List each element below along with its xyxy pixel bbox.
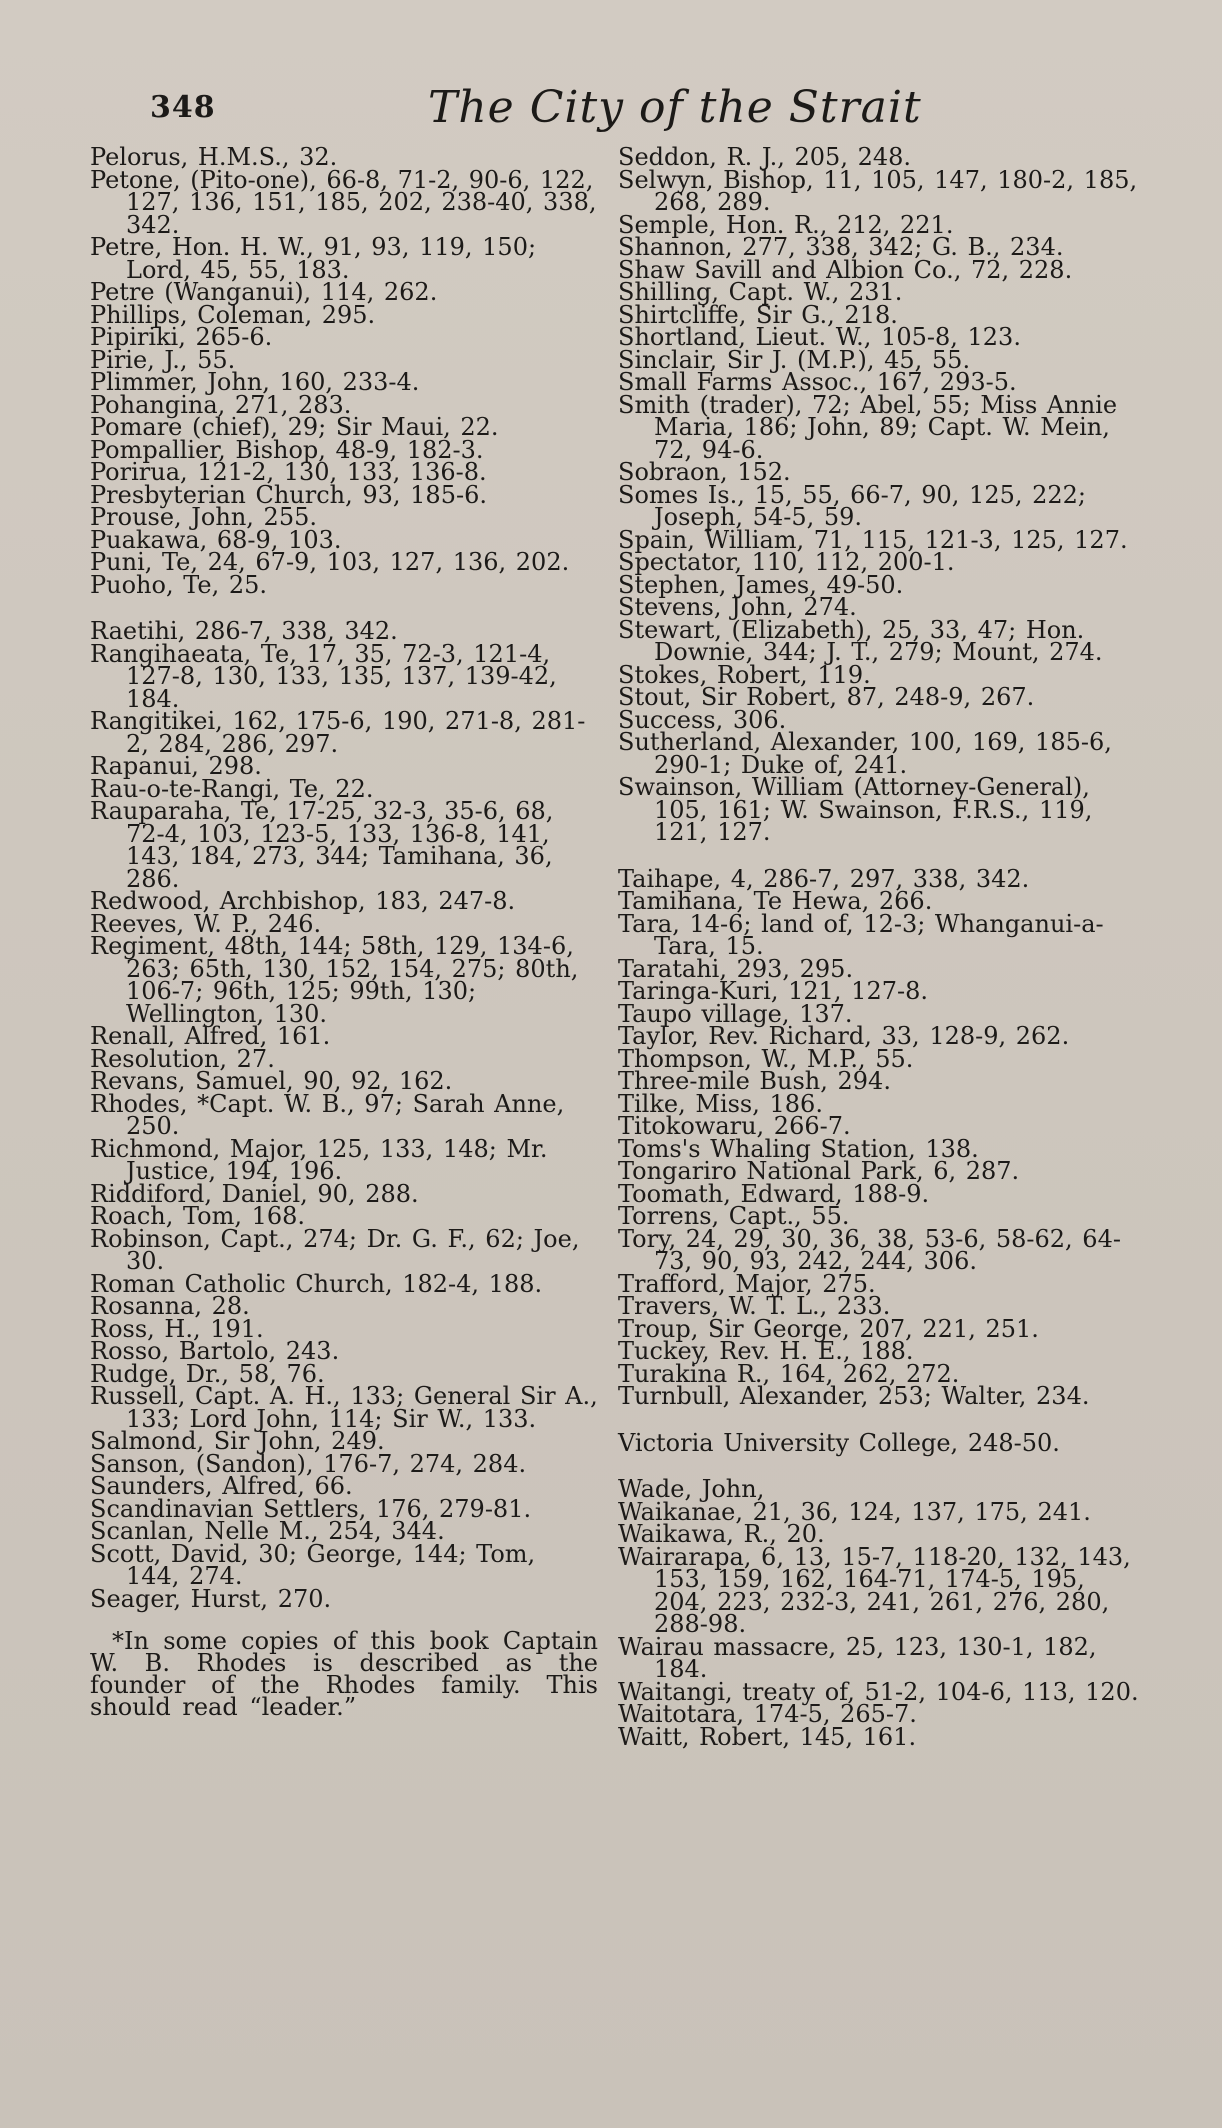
index-entry: Pipiriki, 265-6.	[90, 323, 273, 351]
index-entry: Raetihi, 286-7, 338, 342.	[90, 617, 398, 645]
index-entry: Rosanna, 28.	[90, 1292, 250, 1320]
index-entry: Tongariro National Park, 6, 287.	[618, 1157, 1020, 1185]
index-entry: Rudge, Dr., 58, 76.	[90, 1359, 325, 1388]
index-entry: Taratahi, 293, 295.	[618, 954, 854, 983]
index-entry: Pelorus, H.M.S., 32.	[90, 143, 338, 171]
index-entry: Waitangi, treaty of, 51-2, 104-6, 113, 120.	[618, 1677, 1139, 1706]
index-entry: Victoria University College, 248-50.	[618, 1428, 1060, 1457]
index-entry: Stout, Sir Robert, 87, 248-9, 267.	[618, 683, 1035, 711]
index-entry: Wade, John,	[618, 1475, 765, 1503]
index-entry: Three-mile Bush, 294.	[618, 1067, 891, 1095]
index-entry: Rapanui, 298.	[90, 752, 262, 780]
index-entry: Resolution, 27.	[90, 1044, 275, 1073]
index-entry: Rosso, Bartolo, 243.	[90, 1337, 340, 1365]
index-entry: Tara, 14-6; land of, 12-3; Whanganui-a-Tara, 15.	[618, 909, 1104, 960]
index-entry: Shaw Savill and Albion Co., 72, 228.	[618, 255, 1073, 284]
index-entry: Russell, Capt. A. H., 133; General Sir A., 133; Lord John, 114; Sir W., 133.	[90, 1382, 598, 1433]
index-entry: Pomare (chief), 29; Sir Maui, 22.	[90, 413, 499, 441]
index-entry: Waikawa, R., 20.	[618, 1520, 825, 1548]
index-entry: Porirua, 121-2, 130, 133, 136-8.	[90, 458, 487, 486]
index-entry: Seddon, R. J., 205, 248.	[618, 143, 912, 171]
index-entry: Spectator, 110, 112, 200-1.	[618, 548, 955, 576]
index-entry: Richmond, Major, 125, 133, 148; Mr. Justice, 194, 196.	[90, 1134, 548, 1185]
index-entry: Wairau massacre, 25, 123, 130-1, 182, 184.	[618, 1632, 1097, 1683]
index-group-s	[618, 143, 1146, 846]
index-entry: Rhodes, *Capt. W. B., 97; Sarah Anne, 250.	[90, 1089, 565, 1140]
index-entry: Tory, 24, 29, 30, 36, 38, 53-6, 58-62, 64-73, 90, 93, 242, 244, 306.	[618, 1224, 1121, 1275]
index-entry: Tilke, Miss, 186.	[618, 1089, 823, 1118]
index-entry: Selwyn, Bishop, 11, 105, 147, 180-2, 185, 268, 289.	[618, 165, 1138, 216]
index-entry: Pirie, J., 55.	[90, 345, 236, 374]
index-entry: Waitt, Robert, 145, 161.	[618, 1722, 917, 1751]
index-entry: Stokes, Robert, 119.	[618, 660, 871, 689]
index-entry: Petre, Hon. H. W., 91, 93, 119, 150; Lord, 45, 55, 183.	[90, 233, 537, 284]
footnote: *In some copies of this book Captain W. B. Rhodes is described as the founder of the Rhodes family. This should read “leader.”	[90, 1627, 598, 1721]
index-entry: Stewart, (Elizabeth), 25, 33, 47; Hon. Downie, 344; J. T., 279; Mount, 274.	[618, 615, 1103, 666]
index-entry: Trafford, Major, 275.	[618, 1269, 876, 1298]
index-entry: Roman Catholic Church, 182-4, 188.	[90, 1269, 543, 1298]
index-entry: Plimmer, John, 160, 233-4.	[90, 368, 420, 396]
index-entry: Saunders, Alfred, 66.	[90, 1472, 353, 1500]
index-entry: Taihape, 4, 286-7, 297, 338, 342.	[618, 864, 1030, 893]
index-group-p	[90, 143, 598, 599]
index-entry: Turakina R., 164, 262, 272.	[618, 1359, 960, 1388]
index-entry: Tamihana, Te Hewa, 266.	[618, 887, 933, 915]
index-group-w	[618, 1475, 1146, 1751]
index-entry: Roach, Tom, 168.	[90, 1202, 306, 1230]
index-entry: Semple, Hon. R., 212, 221.	[618, 210, 954, 239]
index-entry: Pohangina, 271, 283.	[90, 390, 352, 419]
index-entry: Salmond, Sir John, 249.	[90, 1427, 385, 1455]
index-entry: Rangitikei, 162, 175-6, 190, 271-8, 281-2, 284, 286, 297.	[90, 707, 586, 758]
index-entry: Puakawa, 68-9, 103.	[90, 525, 342, 554]
page-number: 348	[150, 90, 216, 125]
index-group-v	[618, 1428, 1146, 1457]
index-group-r-s	[90, 617, 598, 1613]
index-entry: Taylor, Rev. Richard, 33, 128-9, 262.	[618, 1022, 1070, 1050]
running-title: The City of the Strait	[428, 82, 922, 133]
index-group-t	[618, 864, 1146, 1410]
index-entry: Thompson, W., M.P., 55.	[618, 1044, 914, 1073]
index-entry: Sanson, (Sandon), 176-7, 274, 284.	[90, 1449, 527, 1478]
index-entry: Robinson, Capt., 274; Dr. G. F., 62; Joe, 30.	[90, 1224, 580, 1275]
index-entry: Regiment, 48th, 144; 58th, 129, 134-6, 263; 65th, 130, 152, 154, 275; 80th, 106-7; 96th, 125; 99th, 130; Wellington, 130.	[90, 932, 579, 1028]
index-entry: Reeves, W. P., 246.	[90, 909, 322, 938]
index-entry: Tuckey, Rev. H. E., 188.	[618, 1337, 914, 1365]
index-entry: Pompallier, Bishop, 48-9, 182-3.	[90, 435, 484, 464]
index-entry: Shirtcliffe, Sir G., 218.	[618, 300, 898, 329]
index-entry: Stevens, John, 274.	[618, 593, 857, 621]
index-entry: Ross, H., 191.	[90, 1314, 264, 1343]
index-entry: Taringa-Kuri, 121, 127-8.	[618, 977, 928, 1005]
index-entry: Turnbull, Alexander, 253; Walter, 234.	[618, 1382, 1090, 1410]
index-entry: Toomath, Edward, 188-9.	[618, 1179, 930, 1208]
index-entry: Success, 306.	[618, 705, 787, 734]
group-spacer	[618, 844, 1146, 868]
index-entry: Rauparaha, Te, 17-25, 32-3, 35-6, 68, 72-4, 103, 123-5, 133, 136-8, 141, 143, 184, 273, 344; Tamihana, 36, 286.	[90, 797, 554, 893]
index-entry: Petone, (Pito-one), 66-8, 71-2, 90-6, 122, 127, 136, 151, 185, 202, 238-40, 338, 342.	[90, 165, 597, 239]
index-entry: Shilling, Capt. W., 231.	[618, 278, 903, 306]
index-entry: Waikanae, 21, 36, 124, 137, 175, 241.	[618, 1497, 1091, 1526]
index-entry: Presbyterian Church, 93, 185-6.	[90, 480, 487, 509]
index-entry: Scandinavian Settlers, 176, 279-81.	[90, 1494, 532, 1523]
index-entry: Wairarapa, 6, 13, 15-7, 118-20, 132, 143, 153, 159, 162, 164-71, 174-5, 195, 204, 223, 232-3, 241, 261, 276, 280, 288-98.	[618, 1542, 1131, 1638]
index-entry: Smith (trader), 72; Abel, 55; Miss Annie Maria, 186; John, 89; Capt. W. Mein, 72, 94-6.	[618, 390, 1118, 464]
index-entry: Revans, Samuel, 90, 92, 162.	[90, 1067, 453, 1095]
page-header	[150, 82, 1070, 142]
index-entry: Taupo village, 137.	[618, 999, 853, 1028]
index-entry: Puoho, Te, 25.	[90, 570, 267, 599]
index-entry: Petre (Wanganui), 114, 262.	[90, 278, 438, 306]
index-column-left	[90, 143, 598, 1742]
index-entry: Small Farms Assoc., 167, 293-5.	[618, 368, 1017, 396]
index-entry: Stephen, James, 49-50.	[618, 570, 904, 599]
index-entry: Titokowaru, 266-7.	[618, 1112, 851, 1140]
index-entry: Troup, Sir George, 207, 221, 251.	[618, 1314, 1039, 1343]
index-entry: Somes Is., 15, 55, 66-7, 90, 125, 222; Joseph, 54-5, 59.	[618, 480, 1087, 531]
index-entry: Travers, W. T. L., 233.	[618, 1292, 891, 1320]
index-entry: Prouse, John, 255.	[90, 503, 317, 531]
index-entry: Scott, David, 30; George, 144; Tom, 144, 274.	[90, 1539, 536, 1590]
index-entry: Shannon, 277, 338, 342; G. B., 234.	[618, 233, 1064, 261]
index-entry: Redwood, Archbishop, 183, 247-8.	[90, 887, 516, 915]
index-entry: Renall, Alfred, 161.	[90, 1022, 331, 1050]
index-entry: Torrens, Capt., 55.	[618, 1202, 850, 1230]
index-entry: Seager, Hurst, 270.	[90, 1584, 332, 1613]
index-entry: Swainson, William (Attorney-General), 105, 161; W. Swainson, F.R.S., 119, 121, 127.	[618, 773, 1093, 846]
index-entry: Sobraon, 152.	[618, 458, 791, 486]
index-entry: Waitotara, 174-5, 265-7.	[618, 1700, 917, 1728]
index-entry: Rangihaeata, Te, 17, 35, 72-3, 121-4, 127-8, 130, 133, 135, 137, 139-42, 184.	[90, 639, 557, 713]
group-spacer	[618, 1408, 1146, 1432]
index-entry: Shortland, Lieut. W., 105-8, 123.	[618, 323, 1021, 351]
index-entry: Puni, Te, 24, 67-9, 103, 127, 136, 202.	[90, 548, 570, 576]
index-column-right	[618, 143, 1146, 1751]
index-entry: Riddiford, Daniel, 90, 288.	[90, 1179, 419, 1208]
index-entry: Toms's Whaling Station, 138.	[618, 1134, 979, 1163]
index-entry: Rau-o-te-Rangi, Te, 22.	[90, 774, 374, 803]
index-entry: Spain, William, 71, 115, 121-3, 125, 127.	[618, 525, 1128, 554]
index-entry: Phillips, Coleman, 295.	[90, 300, 376, 329]
index-entry: Sutherland, Alexander, 100, 169, 185-6, 290-1; Duke of, 241.	[618, 728, 1112, 779]
index-entry: Scanlan, Nelle M., 254, 344.	[90, 1517, 445, 1545]
index-entry: Sinclair, Sir J. (M.P.), 45, 55.	[618, 345, 971, 374]
